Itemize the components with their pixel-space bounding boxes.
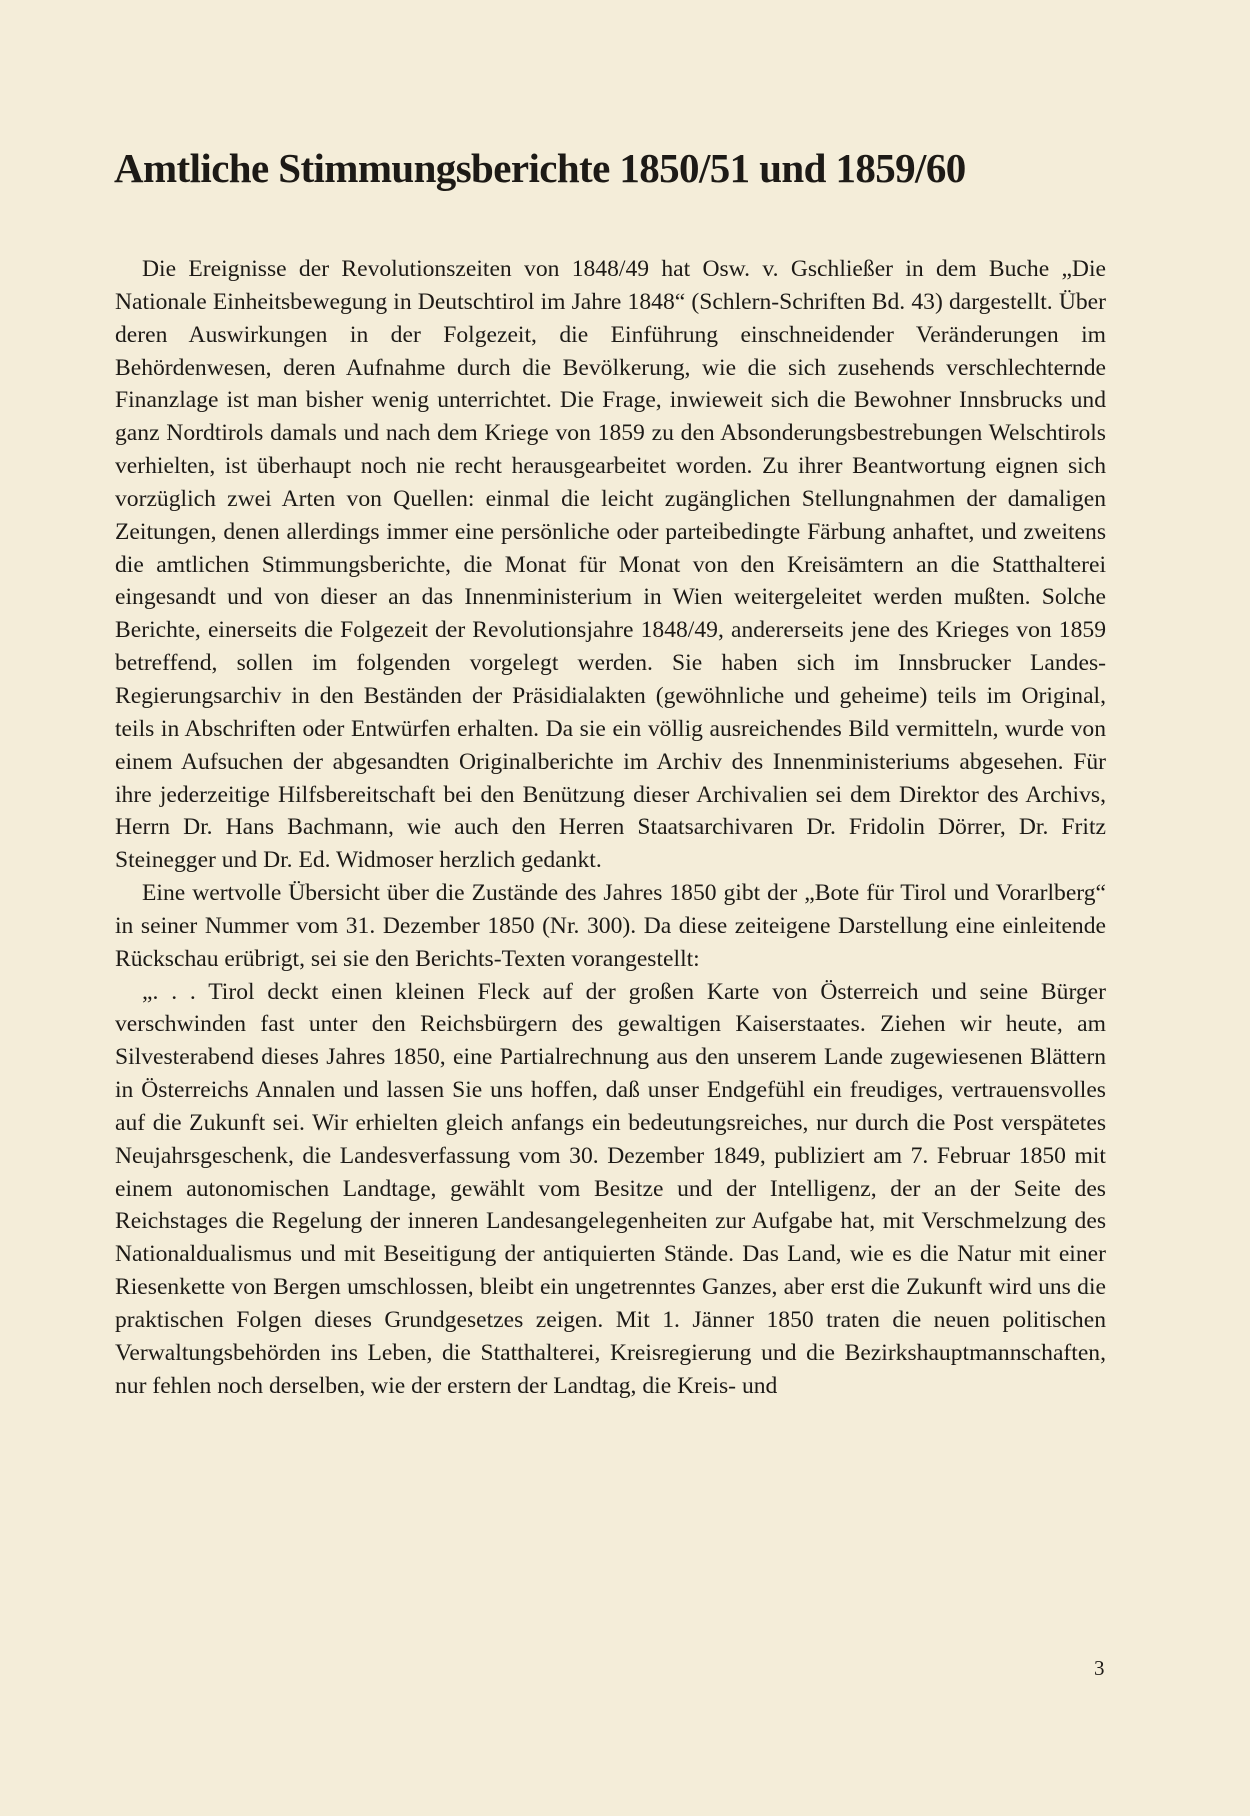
paragraph: Die Ereignisse der Revolutionszeiten von 1848/49 hat Osw. v. Gschließer in dem Buche „Die Nationale Einheitsbewegung in Deutschtirol im Jahre 1848“ (Schlern-Schriften Bd. 43) dargestellt. Über deren Auswirkungen in der Folgezeit, die Einführung einschneidender Veränderungen im Behördenwesen, deren Aufnahme durch die Bevölkerung, wie die sich zusehends verschlechternde Finanzlage ist man bisher wenig unterrichtet. Die Frage, inwieweit sich die Bewohner Innsbrucks und ganz Nordtirols damals und nach dem Kriege von 1859 zu den Absonderungsbestrebungen Welschtirols verhielten, ist überhaupt noch nie recht herausgearbeitet worden. Zu ihrer Beantwortung eignen sich vorzüglich zwei Arten von Quellen: einmal die leicht zugänglichen Stellungnahmen der damaligen Zeitungen, denen allerdings immer eine persönliche oder parteibedingte Färbung anhaftet, und zweitens die amtlichen Stimmungsberichte, die Monat für Monat von den Kreisämtern an die Statthalterei eingesandt und von dieser an das Innenministerium in Wien weitergeleitet werden mußten. Solche Berichte, einerseits die Folgezeit der Revolutionsjahre 1848/49, andererseits jene des Krieges von 1859 betreffend, sollen im folgenden vorgelegt werden. Sie haben sich im Innsbrucker Landes-Regierungsarchiv in den Beständen der Präsidialakten (gewöhnliche und geheime) teils im Original, teils in Abschriften oder Entwürfen erhalten. Da sie ein völlig ausreichendes Bild vermitteln, wurde von einem Aufsuchen der abgesandten Originalberichte im Archiv des Innenministeriums abgesehen. Für ihre jederzeitige Hilfsbereitschaft bei den Benützung dieser Archivalien sei dem Direktor des Archivs, Herrn Dr. Hans Bachmann, wie auch den Herren Staatsarchivaren Dr. Fridolin Dörrer, Dr. Fritz Steinegger und Dr. Ed. Widmoser herzlich gedankt. bbox=[115, 256, 1106, 874]
quotation-paragraph: „. . . Tirol deckt einen kleinen Fleck auf der großen Karte von Österreich und seine Bürger verschwinden fast unter den Reichsbürgern des gewaltigen Kaiserstaates. Ziehen wir heute, am Silvesterabend dieses Jahres 1850, eine Partialrechnung aus den unserem Lande zugewiesenen Blättern in Österreichs Annalen und lassen Sie uns hoffen, daß unser Endgefühl ein freudiges, vertrauensvolles auf die Zukunft sei. Wir erhielten gleich anfangs ein bedeutungsreiches, nur durch die Post verspätetes Neujahrsgeschenk, die Landesverfassung vom 30. Dezember 1849, publiziert am 7. Februar 1850 mit einem autonomischen Landtage, gewählt vom Besitze und der Intelligenz, der an der Seite des Reichstages die Regelung der inneren Landesangelegenheiten zur Aufgabe hat, mit Verschmelzung des Nationaldualismus und mit Beseitigung der antiquierten Stände. Das Land, wie es die Natur mit einer Riesenkette von Bergen umschlossen, bleibt ein ungetrenntes Ganzes, aber erst die Zukunft wird uns die praktischen Folgen dieses Grundgesetzes zeigen. Mit 1. Jänner 1850 traten die neuen politischen Verwaltungsbehörden ins Leben, die Statthalterei, Kreisregierung und die Bezirkshauptmannschaften, nur fehlen noch derselben, wie der erstern der Landtag, die Kreis- und bbox=[115, 978, 1106, 1399]
page-title: Amtliche Stimmungsberichte 1850/51 und 1859/60 bbox=[114, 145, 966, 191]
body-text bbox=[115, 253, 1106, 1403]
page-number: 3 bbox=[1094, 1656, 1105, 1680]
paragraph: Eine wertvolle Übersicht über die Zustände des Jahres 1850 gibt der „Bote für Tirol und Vorarlberg“ in seiner Nummer vom 31. Dezember 1850 (Nr. 300). Da diese zeiteigene Darstellung eine einleitende Rückschau erübrigt, sei sie den Berichts-Texten vorangestellt: bbox=[115, 880, 1106, 972]
